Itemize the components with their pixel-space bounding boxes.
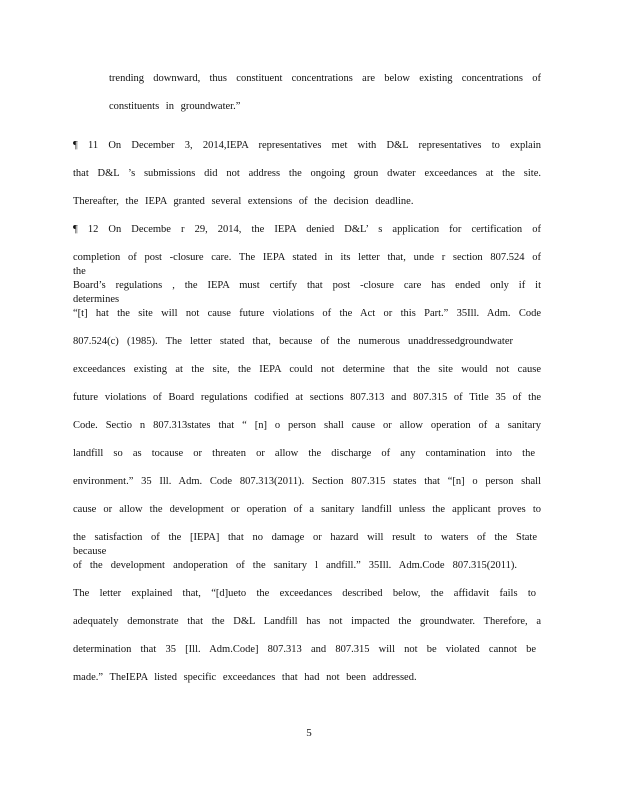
para12-line-12: the satisfaction of the [IEPA] that no damage or hazard will result to waters of the State because: [73, 532, 537, 557]
para12-line-1: ¶ 12 On Decembe r 29, 2014, the IEPA denied D&L’ s application for certification of: [73, 224, 541, 235]
para12-line-3: Board’s regulations , the IEPA must certify that post -closure care has ended only if it determines: [73, 280, 541, 305]
quote-line-2: constituents in groundwater.”: [109, 101, 241, 112]
para12-line-5: 807.524(c) (1985). The letter stated that, because of the numerous unaddressedgroundwater: [73, 336, 513, 347]
para12-line-9: landfill so as tocause or threaten or allow the discharge of any contamination into the: [73, 448, 535, 459]
para12-line-14: The letter explained that, “[d]ueto the exceedances described below, the affidavit fails to: [73, 588, 536, 599]
para12-line-15: adequately demonstrate that the D&L Landfill has not impacted the groundwater. Therefore, a: [73, 616, 541, 627]
para12-line-10: environment.” 35 Ill. Adm. Code 807.313(2011). Section 807.315 states that “[n] o person shall: [73, 476, 541, 487]
para12-line-2: completion of post -closure care. The IEPA stated in its letter that, unde r section 807.524 of the: [73, 252, 541, 277]
quote-line-1: trending downward, thus constituent concentrations are below existing concentrations of: [109, 73, 541, 84]
para12-line-8: Code. Sectio n 807.313states that “ [n] o person shall cause or allow operation of a sanitary: [73, 420, 541, 431]
para12-line-17: made.” TheIEPA listed specific exceedances that had not been addressed.: [73, 672, 417, 683]
para12-line-13: of the development andoperation of the sanitary l andfill.” 35Ill. Adm.Code 807.315(2011).: [73, 560, 517, 571]
para12-line-16: determination that 35 [Ill. Adm.Code] 807.313 and 807.315 will not be violated cannot be: [73, 644, 536, 655]
para11-line-2: that D&L ’s submissions did not address the ongoing groun dwater exceedances at the site.: [73, 168, 541, 179]
page-number: 5: [306, 727, 312, 739]
para11-line-3: Thereafter, the IEPA granted several extensions of the decision deadline.: [73, 196, 414, 207]
para12-line-11: cause or allow the development or operation of a sanitary landfill unless the applicant proves to: [73, 504, 541, 515]
para12-line-6: exceedances existing at the site, the IEPA could not determine that the site would not cause: [73, 364, 541, 375]
para11-line-1: ¶ 11 On December 3, 2014,IEPA representatives met with D&L representatives to explain: [73, 140, 541, 151]
para12-line-4: “[t] hat the site will not cause future violations of the Act or this Part.” 35Ill. Adm. Code: [73, 308, 541, 319]
para12-line-7: future violations of Board regulations codified at sections 807.313 and 807.315 of Title 35 of the: [73, 392, 541, 403]
